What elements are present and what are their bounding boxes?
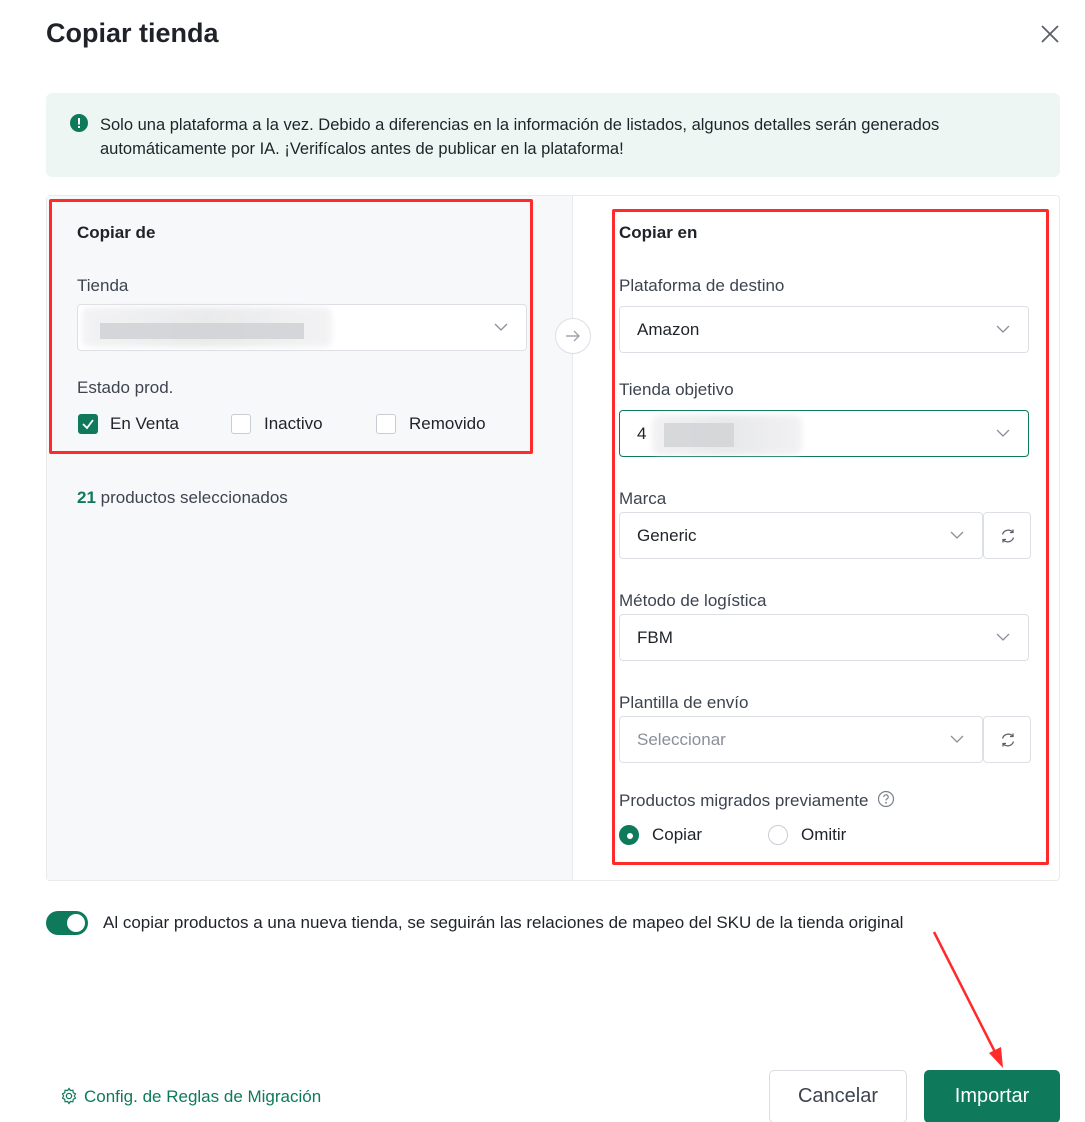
- selected-count: 21: [77, 488, 96, 507]
- target-store-select[interactable]: [619, 410, 1029, 457]
- shipping-placeholder: Seleccionar: [637, 730, 726, 749]
- shipping-template-select[interactable]: [619, 716, 983, 763]
- status-on-sale-checkbox[interactable]: [78, 414, 98, 434]
- selected-suffix: productos seleccionados: [100, 488, 288, 507]
- migrated-skip-radio[interactable]: [768, 825, 788, 845]
- dialog-title: Copiar tienda: [46, 18, 219, 48]
- redacted-target-pixels: [664, 423, 734, 447]
- logistics-value: FBM: [637, 628, 673, 647]
- gear-icon: [60, 1087, 78, 1105]
- chevron-down-icon: [950, 530, 964, 540]
- store-label: Tienda: [77, 276, 129, 295]
- shipping-label: Plantilla de envío: [619, 693, 749, 712]
- redacted-store-pixels: [100, 323, 304, 339]
- exclamation-icon: [70, 114, 88, 132]
- chevron-down-icon: [996, 324, 1010, 334]
- info-alert: [46, 93, 1060, 177]
- logistics-select[interactable]: [619, 614, 1029, 661]
- cancel-button[interactable]: Cancelar: [769, 1070, 907, 1122]
- source-store-select[interactable]: [77, 304, 527, 351]
- alert-text: Solo una plataforma a la vez. Debido a diferencias en la información de listados, algunos detalles serán generados automáticamente por IA. ¡Verifícalos antes de publicar en la plataforma!: [100, 116, 940, 158]
- help-icon[interactable]: [877, 790, 895, 808]
- status-removed-checkbox[interactable]: [376, 414, 396, 434]
- chevron-down-icon: [996, 428, 1010, 438]
- copy-to-title: Copiar en: [619, 223, 698, 242]
- sku-mapping-toggle[interactable]: [46, 911, 88, 935]
- close-icon[interactable]: [1036, 20, 1064, 48]
- migrated-label-text: Productos migrados previamente: [619, 791, 869, 810]
- brand-value: Generic: [637, 526, 697, 545]
- migrated-copy-label: Copiar: [652, 825, 703, 844]
- chevron-down-icon: [996, 632, 1010, 642]
- brand-refresh-button[interactable]: [983, 512, 1031, 559]
- migration-rules-label: Config. de Reglas de Migración: [84, 1087, 322, 1106]
- chevron-down-icon: [494, 322, 508, 332]
- migrated-label: [619, 790, 895, 811]
- refresh-icon: [999, 527, 1017, 545]
- target-store-label: Tienda objetivo: [619, 380, 734, 399]
- brand-select[interactable]: [619, 512, 983, 559]
- refresh-icon: [999, 731, 1017, 749]
- brand-label: Marca: [619, 489, 667, 508]
- import-button[interactable]: Importar: [924, 1070, 1060, 1122]
- chevron-down-icon: [950, 734, 964, 744]
- copy-panel: [46, 195, 1060, 881]
- platform-label: Plataforma de destino: [619, 276, 785, 295]
- migration-rules-link[interactable]: [60, 1087, 321, 1107]
- selected-products-count: [77, 488, 288, 508]
- migrated-copy-radio[interactable]: [619, 825, 639, 845]
- shipping-refresh-button[interactable]: [983, 716, 1031, 763]
- status-removed-label: Removido: [409, 414, 486, 433]
- migrated-skip-label: Omitir: [801, 825, 847, 844]
- arrow-right-icon: [555, 318, 591, 354]
- platform-select[interactable]: [619, 306, 1029, 353]
- status-inactive-checkbox[interactable]: [231, 414, 251, 434]
- status-inactive-label: Inactivo: [264, 414, 323, 433]
- status-on-sale-label: En Venta: [110, 414, 180, 433]
- sku-mapping-text: Al copiar productos a una nueva tienda, se seguirán las relaciones de mapeo del SKU de la tienda original: [103, 913, 904, 932]
- logistics-label: Método de logística: [619, 591, 767, 610]
- platform-value: Amazon: [637, 320, 700, 339]
- status-label: Estado prod.: [77, 378, 174, 397]
- copy-from-section: [47, 196, 573, 880]
- check-icon: [79, 415, 97, 433]
- target-store-value: 4: [637, 424, 647, 443]
- copy-from-title: Copiar de: [77, 223, 156, 242]
